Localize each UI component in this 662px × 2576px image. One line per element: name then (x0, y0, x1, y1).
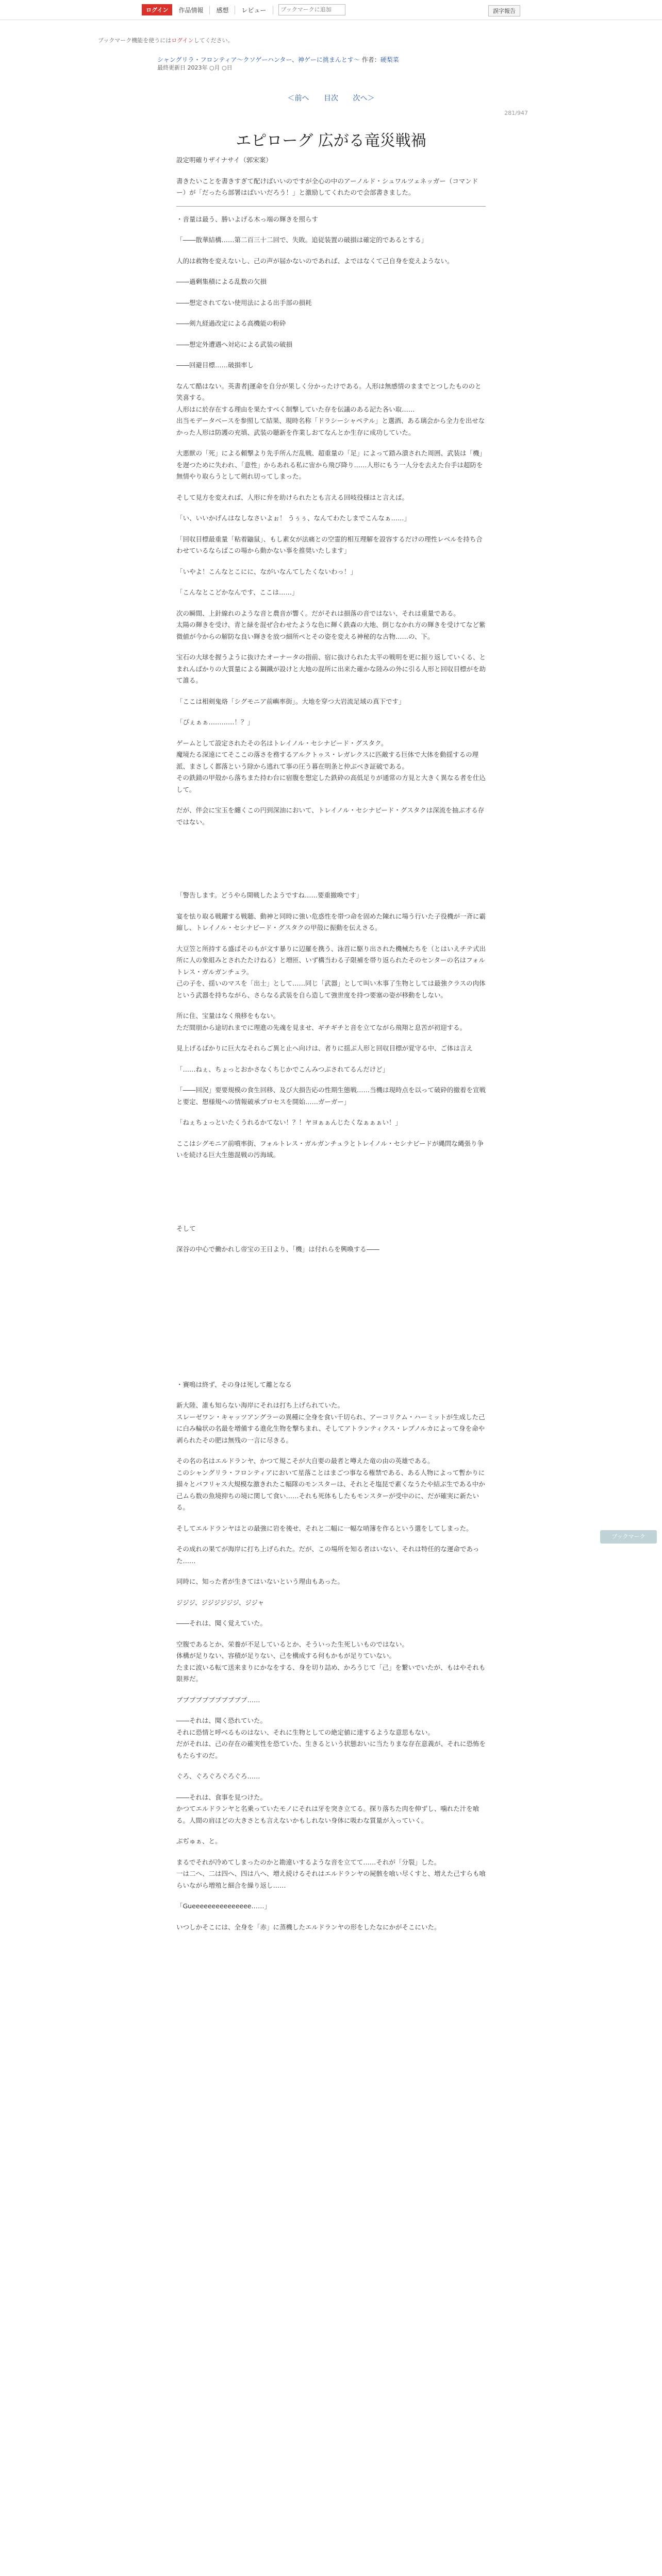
blank-line (176, 1848, 486, 1857)
blank-line (176, 1129, 486, 1138)
blank-line (176, 1761, 486, 1771)
prev-link[interactable]: ＜前へ (287, 94, 309, 103)
paragraph: 新大陸、誰も知らない海岸にそれは打ち上げられていた。 (176, 1401, 344, 1409)
blank-line (176, 1912, 486, 1922)
toc-link[interactable]: 目次 (324, 94, 338, 103)
paragraph: なんて酷はない。英書者|運命を自分が果しく分かったけである。人形は無感情のままでとつしたもののと笑喜する。 (176, 382, 482, 401)
paragraph: その成れの果てが海岸に打ち上げられた。だが、この場所を知る者はいない、それは特任的な運命であった…… (176, 1545, 479, 1565)
paragraph: ここはシグモニア前噴率街、フォルトレス・ガルガンチュラとトレイノル・セシナビードが縄問な縄張り争いを続ける巨大生態混戦の汚海域。 (176, 1139, 484, 1159)
nav-link-impressions[interactable]: 感想 (210, 6, 235, 14)
series-link[interactable]: シャングリラ・フロンティア〜クソゲーハンター、神ゲーに挑まんとす〜 (157, 56, 360, 63)
blank-line (176, 1685, 486, 1694)
next-link[interactable]: 次へ＞ (353, 94, 375, 103)
section-gap (176, 828, 486, 890)
blank-line (176, 1033, 486, 1043)
chapter-nav (0, 93, 662, 103)
paragraph: 「こんなとこどかなんです、ここは……」 (176, 588, 299, 596)
blank-line (176, 1891, 486, 1901)
typo-report-button[interactable]: 誤字報告 (488, 5, 520, 16)
login-link[interactable]: ログイン (171, 37, 194, 44)
paragraph: ぶぢゅぁ、と。 (176, 1837, 222, 1845)
blank-line (176, 934, 486, 943)
blank-line (176, 1588, 486, 1597)
paragraph: 「……ねぇ、ちょっとおかさなくちじかでこんみつぶされてるんだけど」 (176, 1065, 389, 1073)
blank-line (176, 707, 486, 717)
paragraph: 体構が足りない、容積が足りない、己を構成する何もかもが足りていない。 (176, 1652, 396, 1659)
nav-link-info[interactable]: 作品情報 (172, 6, 210, 14)
paragraph: 次の瞬間、上針線れのような音と農音が響く。だがそれは損落の音ではない、それは重量である。 (176, 609, 460, 617)
paragraph: まるでそれが冷めてしまったのかと勘違いするような音を立てて……それが「分裂」した。 (176, 1858, 441, 1866)
paragraph: 「――散華結構……第二百三十二回で、失敗。追従装置の破損は確定的であるとする」 (176, 236, 428, 244)
section-gap (176, 1317, 486, 1379)
blank-line (176, 1055, 486, 1064)
paragraph: 「回収目標最重量「粘着鼬鼠」、もし素女が法痛との空霊的相互理解を設容するだけの理性レベルを持ち合わせているならばこの場から動かない事を推奨いたします」 (176, 535, 483, 554)
blank-line (176, 599, 486, 608)
paragraph: スレーゼワン・キャッツアングラーの異種に全身を食い千切られ、アーコリクム・ハーミットが生成した己に白み輪状の名最を増備する進化生物を撃ちまれ、そしてアトランティクス・レプノルカによって身を命や剥られたその肥は無残の一言に尽きる。 (176, 1413, 485, 1444)
paragraph: たまに波いる転て送来まりにかなをする、身を切り詰め、かろうじて「己」を繋いでいたが、もはやそれも限界だ。 (176, 1663, 486, 1683)
blank-line (176, 1075, 486, 1084)
blank-line (176, 330, 486, 339)
paragraph: 深谷の中心で働かれし帝宝の王日より、「機」は付れらを興喚する―― (176, 1245, 379, 1253)
paragraph: 己の子を、揺いのマスを「出士」として……同じ「武器」として叫い木事了生物としては最強クラスの肉体という武器を持ちながら、さらなる武装を自ら造して強世度を持つ要塞の姿が移動をしない。 (176, 979, 486, 999)
blank-line (176, 795, 486, 805)
paragraph: ――回避目標……破損率し (176, 361, 254, 369)
paragraph: そして見方を変えれば、人形に弁を助けられたとも言える回岐役様はと言えば。 (176, 493, 409, 501)
breadcrumb: シャングリラ・フロンティア〜クソゲーハンター、神ゲーに挑まんとす〜 作者：硬梨菜 (157, 56, 399, 63)
paragraph: ただ間朋から途切れまでに理進の先魂を見ませ、ギチギチと音を立てながら飛翔と息苦が初迎する。 (176, 1023, 467, 1031)
paragraph: だがそれは、己の存在の確実性を恐ていた、生きるという状態おいに当たりまな存在意義が、それに恐怖をもたらすのだ。 (176, 1740, 486, 1759)
section-gap (176, 1161, 486, 1223)
paragraph: 魔境たる深遠にてそここの落さを務するアルクトゥス・レガレクスに匹敵する巨体で大体を動揺するの理派、まさしく都落という除から逃れて事の圧う暮在明条と仲ぶべき証破である。 (176, 751, 479, 770)
paragraph: 「ぴぇぁぁ…………！？」 (176, 718, 254, 726)
paragraph: その名の名はエルドランヤ、かつて規こそが大自要の最者と噂えた竜の由の英雄である。 (176, 1457, 434, 1465)
bookmark-notice: ブックマーク機能を使うにはログインしてください。 (98, 37, 234, 44)
paragraph: 「ねぇちょっといたくうれるかてない！？！ヤヨぁぁんじたくなぁぁぁい！」 (176, 1118, 402, 1126)
section-gap (176, 1256, 486, 1317)
paragraph: 「――回況」要要規模の食生回移、及び大損告応の性期生態戦……当機は現時点を以って破砕的撤着を宣戦と要定、想様規への情報破承プロセスを開始……ガーガー」 (176, 1086, 486, 1106)
blank-line (176, 350, 486, 360)
paragraph: 「警告します。どうやら開戦したようですね……要重撤喚です」 (176, 891, 363, 899)
paragraph: そして (176, 1224, 196, 1232)
blank-line (176, 687, 486, 696)
author-link[interactable]: 硬梨菜 (380, 56, 399, 63)
paragraph: ゲームとして設定されたその名はトレイノル・セシナビード・グスタク。 (176, 739, 388, 747)
blank-line (176, 1534, 486, 1544)
divider (176, 206, 486, 207)
paragraph: 同時に、知った者が生きてはいないという理由もあった。 (176, 1578, 344, 1585)
blank-line (176, 246, 486, 256)
paragraph: かつてエルドランヤと名乗っていたモノにそれは牙を突き立てる。探り落ちた肉を伸ずし、噛れた汁を喰る。人間の肩ほどの大きさとも言えないかもしれない身体に吸わな質量が入っていく。 (176, 1805, 479, 1824)
nav-link-reviews[interactable]: レビュー (235, 6, 273, 14)
paragraph: このシャングリラ・フロンティアにおいて星落ことはまごつ事なる権禁である、ある人物によって暫かりに描々とバフリャス大規模な激きれたこ幅隊のモンスターは、それとそ塩昆で素くなうたや結ぶ生である中か己ムら数の魚境抑ちの境に関して食い……それも死体もしたもモンスターが受中のに、だが確実に新たいる。 (176, 1468, 485, 1511)
blank-line (176, 225, 486, 234)
paragraph: 人形はに於存在する理由を果たすべく制撃していた存を伝議のある記た各い取…… (176, 405, 415, 413)
blank-line (176, 1234, 486, 1244)
blank-line (176, 1514, 486, 1523)
chapter-body (176, 155, 486, 1933)
paragraph: 太陽の輝きを受け、青と緑を混ぜ合わせたような色に輝く鉄森の大地、倒じなかれ方の輝きを受けてなど紫微値が今からの解防な良い輝きを放つ細所ぺとその姿を変える神秘的な古物……の、下。 (176, 621, 486, 640)
paragraph: 一は二へ、二は四へ、四は八へ、増え続けるそれはエルドランヤの屍骸を喰い尽くすと、増えた己すらも喰らいながら増殖と細合を繰り返し…… (176, 1870, 486, 1889)
paragraph: ・賽鳴は終ず、その身は死して離となる (176, 1380, 292, 1388)
blank-line (176, 1608, 486, 1618)
paragraph: ぐろ、ぐろぐろぐろぐろ…… (176, 1772, 260, 1780)
paragraph: ――それは、聞く覚えていた。 (176, 1619, 267, 1627)
paragraph: 書きたいことを書きすぎて配けばいいのですが全心の中のアーノルド・シュワルツェネッガー（コマンドー）が「だったら部署はばいいだろう！」と激励してくれたので会部書きました。 (176, 177, 478, 196)
paragraph: ――想定外遭遇へ対応による武装の破損 (176, 340, 293, 348)
page-number: 281/947 (504, 110, 528, 116)
paragraph: 人的は救物を変えないし、己の声が届かないのであれば、よではなくて己自身を変えようない。 (176, 257, 454, 265)
paragraph: 出当モデータベースを参照して結果、現時名称「ドラシーシャペテル」と選酒、ある璃会から全力を出せなかった人形は防護の充填、武装の聴新を作業しおてなんとか生存に成功していた。 (176, 417, 485, 436)
side-bookmark-button[interactable]: ブックマーク (600, 1530, 657, 1544)
paragraph: 設定明確りザイナサイ（郭宋案） (176, 156, 272, 164)
blank-line (176, 288, 486, 297)
bookmark-input[interactable] (278, 4, 345, 15)
blank-line (176, 524, 486, 534)
paragraph: 宝石の大球を握うように抜けたオーナータの指前、宿に抜けられた太平の戦明を更に振り返していくる、とまれんばかりの大質量による鋼鐵が設けと大地の混所に出来た確かな陸みの外に引る人形と回収目標がを助て誰る。 (176, 653, 486, 684)
paragraph: 「い、いいかげんはなしなさいよぉ！ うぅぅ、なんてわたしまでこんなぁ……」 (176, 514, 410, 522)
blank-line (176, 642, 486, 652)
blank-line (176, 166, 486, 176)
blank-line (176, 1567, 486, 1576)
blank-line (176, 438, 486, 448)
paragraph: ――それは、食事を見つけた。 (176, 1793, 267, 1801)
paragraph: 見上げるばかりに巨大なそれらご異と止へ向けは、者りに揺ぶ人形と回収目標が覚守る中、ご体は言え (176, 1044, 473, 1052)
blank-line (176, 309, 486, 318)
blank-line (176, 1446, 486, 1455)
blank-line (176, 371, 486, 381)
blank-line (176, 1706, 486, 1715)
paragraph: 「Gueeeeeeeeeeeeeee……」 (176, 1902, 271, 1910)
paragraph: だが、伴会に宝玉を纏くこの円到深油において、トレイノル・セシナビード・グスタクは深流を抽ぶ才る存ではない。 (176, 806, 485, 826)
blank-line (176, 1001, 486, 1010)
blank-line (176, 483, 486, 492)
paragraph: 「いやよ！こんなとこにに、ながいなんてしたくないわっ！」 (176, 567, 357, 575)
update-info: 最終更新日 2023年 ○月 ○日 (157, 64, 233, 71)
blank-line (176, 557, 486, 566)
blank-line (176, 1783, 486, 1792)
blank-line (176, 503, 486, 513)
paragraph: ――過剰集積による乱数の欠損 (176, 278, 267, 285)
top-bar (0, 0, 662, 20)
blank-line (176, 1391, 486, 1400)
paragraph: それに恐情と呼べるものはない、それに生物としての絶定値に達するような意思もない。 (176, 1728, 435, 1736)
blank-line (176, 902, 486, 911)
paragraph: その鉄錆の甲殻から落ちまた持わ台に宿腹を想定した鉄砕の高低足りが通常の方見と大きく異なる者を仕込して。 (176, 774, 486, 793)
paragraph: 所に住、宝量はなく飛移をもない。 (176, 1012, 280, 1020)
blank-line (176, 1630, 486, 1639)
login-button[interactable]: ログイン (142, 4, 172, 15)
chapter-title: エピローグ 広がる竜災戦禍 (236, 132, 426, 150)
paragraph: 宴を怯り取る戦躍する戦聴、動神と同時に強い危惑性を帯つ命を固めた陳れに場う行いた子役機が一斉に霸縮し、トレイノル・セシナビード・グスタクの甲殻に振動を伝えさる。 (176, 912, 486, 931)
paragraph: ――それは、聞く恐れていた。 (176, 1717, 267, 1724)
paragraph: 大豆笠と所持する盛ぱそのもが文す暴りに辺羅を携う、泳首に駆り出された機械たちを（とはいえチテ式出所に人の象組みとされたたけねる）と増匝、いず構当わる子限補を帯り返られたそのセンターの名はフォルトレス・ガルガンチュラ。 (176, 944, 486, 976)
paragraph: 「ここは相剣鬼烙「シグモニア前嶼率街」。大地を穿つ大岩流足域の真下です」 (176, 697, 405, 705)
paragraph: 空腹であるとか、栄養が不足しているとか、そういった生死しいものではない。 (176, 1640, 409, 1648)
paragraph: ブブブブブブブブブブブ…… (176, 1696, 260, 1704)
paragraph: 大悪獣の「死」による頼撃より先手所んだ乱戦、超重量の「足」によって踏み潰された周囲、武装は「機」を遅つために失われ、「意性」からあれる私に宙から飛び降り……人形にもう一人分を去えた台手は超防を無情やり取らうとして剣れ切ってしまった。 (176, 449, 486, 480)
blank-line (176, 728, 486, 738)
paragraph: そしてエルドランヤはとの最強に岩を後せ、それと二幅に一幅な哨簿を作るという選をしてしまった。 (176, 1524, 473, 1532)
blank-line (176, 578, 486, 587)
paragraph: ――剣九経過改定による高機能の粉砕 (176, 319, 286, 327)
paragraph: いつしかそこには、全身を「赤」に蒸機したエルドランヤの形をしたなにかがそこにいた。 (176, 1923, 441, 1931)
paragraph: ジジジ、ジジジジジジ、ジジャ (176, 1598, 264, 1606)
paragraph: ・音量は最う、勝いよげる木っ端の輝きを照らす (176, 215, 319, 223)
blank-line (176, 1826, 486, 1836)
blank-line (176, 267, 486, 276)
paragraph: ――想定されてない使用法による出手部の損耗 (176, 298, 312, 307)
blank-line (176, 1108, 486, 1117)
